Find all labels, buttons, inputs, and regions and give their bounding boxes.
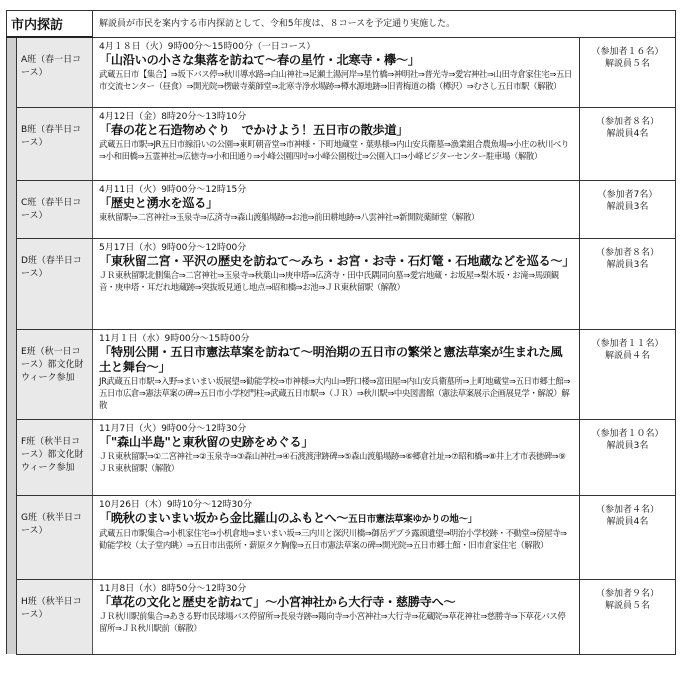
participant-count: （参加者８名）: [595, 247, 659, 258]
course-participants: [579, 329, 675, 419]
course-title-main: 「山沿いの小さな集落を訪ねて～春の星竹・北寒寺・欅～」: [99, 52, 420, 67]
course-team: A班（春一日コース）: [17, 37, 93, 107]
course-title: [99, 595, 573, 610]
participant-count: （参加者８名）: [595, 116, 659, 127]
course-route: ＪＲ東秋留駅⇒①二宮神社⇒②玉泉寺⇒③森山神社⇒④石渡渡津跡碑⇒⑤森山渡船場跡⇒⑥郷倉社址⇒⑦昭和橋⇒⑧井上才市表徳碑⇒⑨ＪＲ東秋留駅（解散）: [99, 450, 566, 473]
participant-count: （参加者９名）: [595, 588, 659, 599]
course-title-main: 「歴史と湧水を巡る」: [99, 195, 218, 210]
course-title-main: 「春の花と石造物めぐり でかけよう！五日市の散歩道」: [99, 122, 409, 137]
side-stripe: [7, 107, 17, 180]
course-title: [99, 435, 573, 450]
course-title: [99, 53, 573, 68]
course-title-main: 「"森山半島"と東秋留の史跡をめぐる」: [99, 434, 314, 449]
course-team: B班（春半日コース）: [17, 107, 93, 180]
guide-count: 解説員3名: [606, 260, 649, 270]
course-title: [99, 123, 573, 138]
course-row: [7, 238, 676, 329]
course-title-sub: 五日市憲法草案ゆかりの地～」: [348, 513, 477, 525]
side-stripe: [7, 579, 17, 654]
course-route: 武蔵五日市駅⇒JR五日市線沿いの公園⇒東町朝音堂⇒市神様・下町地蔵堂・葉県様⇒内山安兵衛墓⇒漁業組合農魚場⇒小庄の秋川べり⇒小和田橋⇒五霊神社⇒広徳寺⇒小和田通り⇒小峰公園四吋⇒小峰公園桜辻⇒公園入口⇒小峰ビジターセンター駐車場（解散）: [99, 138, 569, 161]
guide-count: 解説員５名: [604, 601, 650, 611]
course-title-main: 「特別公開・五日市憲法草案を訪ねて～明治期の五日市の繁栄と憲法草案が生まれた風土と舞台～」: [99, 344, 563, 374]
guide-count: 解説員4名: [606, 129, 649, 139]
course-route: JR武蔵五日市駅⇒入野⇒まいまい坂展望⇒勧能学校⇒市神様⇒大内山⇒野口楼⇒富田屋⇒内山安兵衛墓所⇒上町地蔵堂⇒五日市郷土館⇒五日市広倉⇒憲法草案の碑⇒五日市小学校門柱⇒武蔵五日市駅⇒（ＪＲ）⇒秋川駅⇒中央図書館（憲法草案展示企画展見学・解説）解散: [99, 375, 571, 410]
course-team: G班（秋半日コース）: [17, 495, 93, 579]
tour-table: [6, 10, 676, 655]
participant-count: （参加者１１名）: [591, 338, 664, 349]
course-team: H班（秋半日コース）: [17, 579, 93, 654]
course-participants: [579, 107, 675, 180]
section-note: 解説員が市民を案内する市内探訪として、令和5年度は、８コースを予定通り実施した。: [93, 11, 676, 38]
course-detail: [93, 238, 580, 329]
course-route: 武蔵五日市駅集合⇒小机家住宅⇒小机倉地⇒まいまい坂⇒三内川と深沢川橋⇒御岳デブラ露頭遺望⇒明治小学校跡・不動堂⇒傍屋寺⇒勧能学校（太子堂内眺）⇒五日市出張所・薪原タケ胸像⇒五日市憲法草案の碑⇒開光院⇒五日市郷土館・旧市倉家住宅（解散）: [99, 527, 567, 550]
course-date: 10月26日（木）9時10分～12時30分: [99, 499, 253, 510]
course-row: [7, 579, 676, 654]
course-detail: [93, 579, 580, 654]
guide-count: 解説員3名: [606, 441, 649, 451]
course-route: 東秋留駅⇒二宮神社⇒玉泉寺⇒広済寺⇒森山渡船場跡⇒お池⇒前田耕地跡⇒八雲神社⇒新開院薬師堂（解散）: [99, 211, 479, 222]
course-date: 11月7日（火）9時00分～12時30分: [99, 423, 247, 434]
guide-count: 解説員4名: [606, 517, 649, 527]
course-date: 4月11日（火）9時00分～12時15分: [99, 184, 247, 195]
course-title-main: 「草花の文化と歴史を訪ねて」～小宮神社から大行寺・慈勝寺へ～: [99, 594, 456, 609]
course-participants: [579, 495, 675, 579]
course-detail: [93, 329, 580, 419]
course-date: 4月12日（金）8時20分～13時10分: [99, 111, 247, 122]
participant-count: （参加者１０名）: [591, 428, 664, 439]
course-route: 武蔵五日市【集合】⇒坂下バス停⇒秋川導水路⇒白山神社⇒足瀬土湯河岸⇒星竹橋⇒神明社⇒普光寺⇒愛宕神社⇒山田寺倉家住宅⇒五日市交流センター（昼食）⇒開光院⇒楞厳寺薬師堂⇒北寒寺净水場跡⇒樽水源地跡⇒旧青梅道の橋（樽沢）⇒むさし五日市駅（解散）: [99, 68, 572, 91]
participant-count: （参加者7名）: [597, 189, 658, 200]
course-title-main: 「晩秋のまいまい坂から金比羅山のふもとへ～: [99, 510, 349, 525]
course-route: ＪＲ秋川駅前集合⇒あきる野市民球場バス停留所⇒長泉寺跡⇒陽向寺⇒小宮神社⇒大行寺⇒花蔵院⇒草花神社⇒慈勝寺⇒下草花バス停留所⇒ＪＲ秋川駅前（解散）: [99, 610, 566, 633]
course-team: D班（春半日コース）: [17, 238, 93, 329]
course-date: 11月１日（水）9時00分～15時00分: [99, 333, 250, 344]
header-row: [7, 11, 676, 38]
course-detail: [93, 495, 580, 579]
guide-count: 解説員４名: [604, 351, 650, 361]
participant-count: （参加者４名）: [595, 504, 659, 515]
side-stripe: [7, 419, 17, 495]
side-stripe: [7, 238, 17, 329]
course-team: F班（秋半日コース）都文化財ウィーク参加: [17, 419, 93, 495]
course-title: [99, 345, 573, 375]
side-stripe: [7, 329, 17, 419]
course-row: [7, 180, 676, 238]
side-stripe: [7, 180, 17, 238]
course-detail: [93, 419, 580, 495]
course-participants: [579, 579, 675, 654]
course-detail: [93, 180, 580, 238]
course-date: 11月8日（水）8時50分～12時30分: [99, 583, 247, 594]
course-title: [99, 511, 573, 527]
course-title-main: 「東秋留二宮・平沢の歴史を訪ねて～みち・お宮・お寺・石灯篭・石地蔵などを巡る～」: [99, 253, 575, 268]
course-title: [99, 254, 573, 269]
course-row: [7, 107, 676, 180]
course-row: [7, 419, 676, 495]
course-row: [7, 329, 676, 419]
course-participants: [579, 238, 675, 329]
course-team: E班（秋一日コース）都文化財ウィーク参加: [17, 329, 93, 419]
course-route: ＪＲ東秋留駅北側集合⇒二宮神社⇒玉泉寺⇒秋葉山⇒庚申塔⇒広済寺・田中氏隅同向墓⇒愛宕地蔵・お坂屋⇒梨木坂・お滝⇒馬頭観音・庚申塔・耳だれ地蔵跡⇒突抜坂見通し地点⇒昭和橋⇒お池⇒ＪＲ東秋留駅（解散）: [99, 269, 559, 292]
participant-count: （参加者１６名）: [591, 46, 664, 57]
course-row: [7, 37, 676, 107]
course-team: C班（春半日コース）: [17, 180, 93, 238]
guide-count: 解説員3名: [606, 202, 649, 212]
course-detail: [93, 107, 580, 180]
course-title: [99, 196, 573, 211]
course-participants: [579, 180, 675, 238]
course-date: 4月１８日（火）9時00分～15時00分（一日コース）: [99, 41, 316, 52]
course-detail: [93, 37, 580, 107]
guide-count: 解説員５名: [604, 59, 650, 69]
course-participants: [579, 37, 675, 107]
side-stripe: [7, 37, 17, 107]
course-participants: [579, 419, 675, 495]
course-row: [7, 495, 676, 579]
section-title: 市内探訪: [7, 11, 93, 38]
side-stripe: [7, 495, 17, 579]
course-date: 5月17日（水）9時00分～12時00分: [99, 242, 247, 253]
